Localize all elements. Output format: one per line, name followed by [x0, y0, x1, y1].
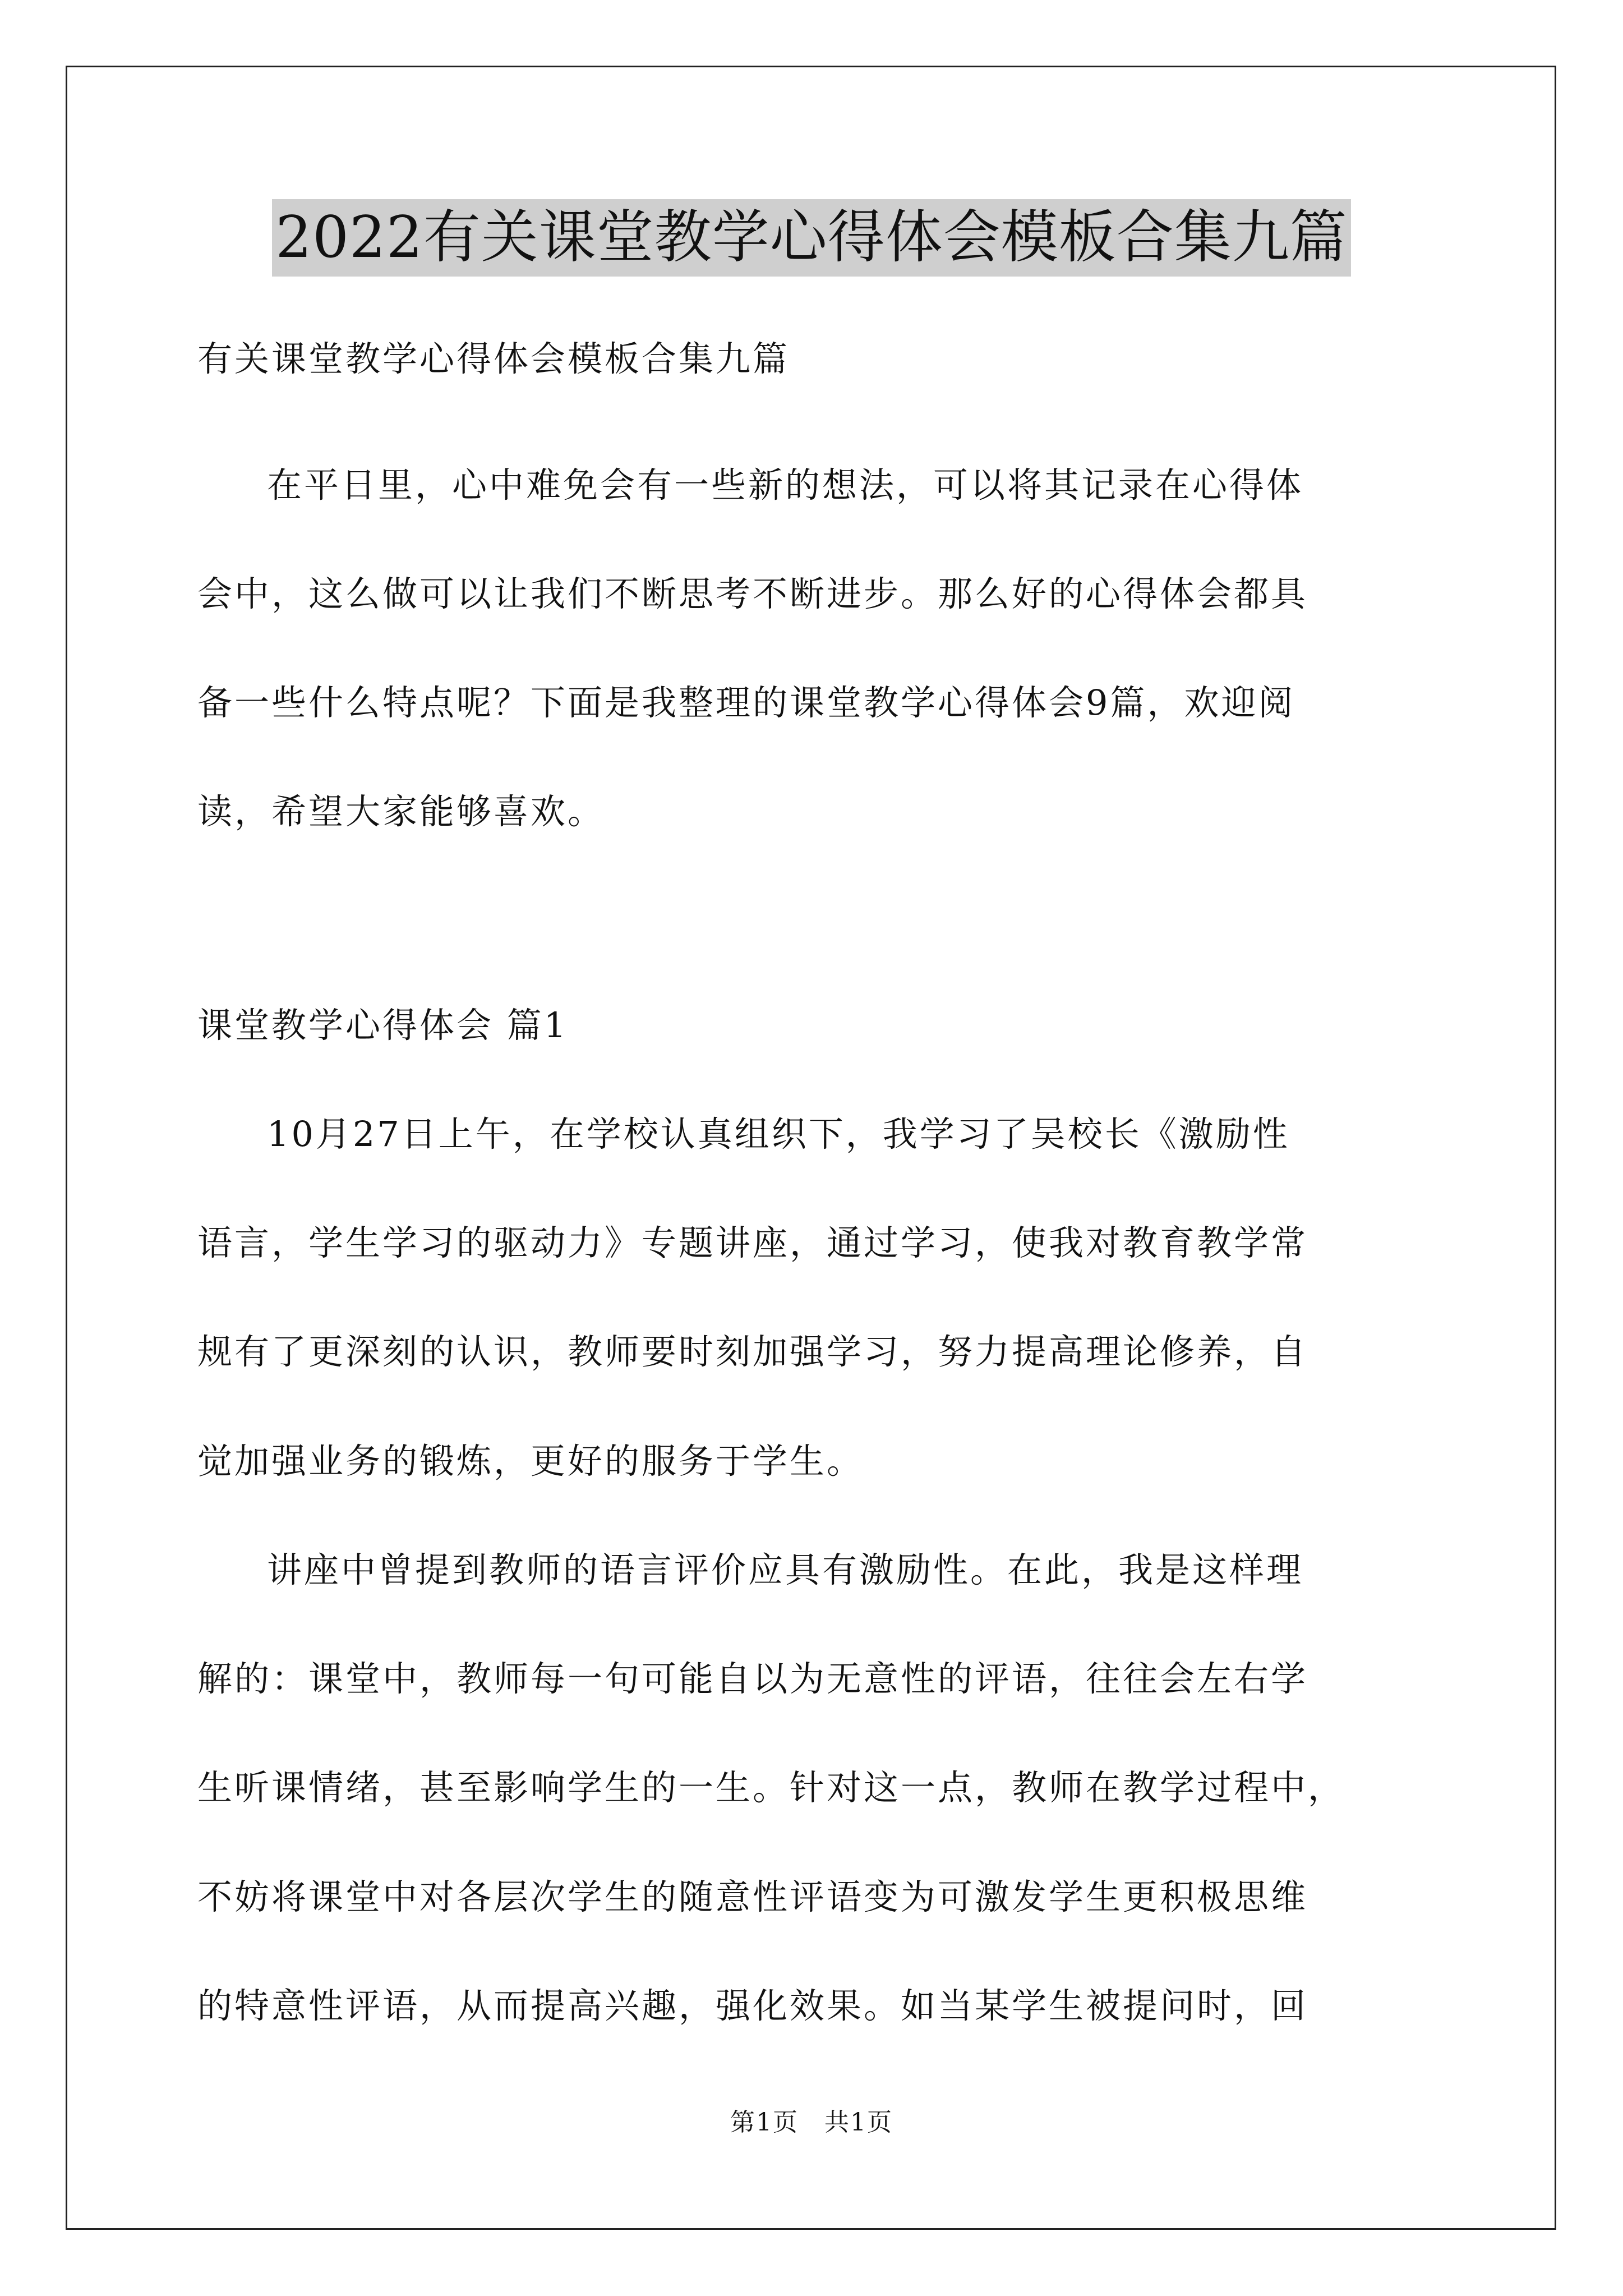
paragraph-line: 读，希望大家能够喜欢。 [197, 791, 605, 832]
paragraph-line: 语言，学生学习的驱动力》专题讲座，通过学习，使我对教育教学常 [197, 1222, 1308, 1263]
paragraph-line: 在平日里，心中难免会有一些新的想法，可以将其记录在心得体 [267, 464, 1304, 505]
paragraph-line: 生听课情绪，甚至影响学生的一生。针对这一点，教师在教学过程中， [197, 1767, 1345, 1808]
paragraph-line: 规有了更深刻的认识，教师要时刻加强学习，努力提高理论修养，自 [197, 1331, 1308, 1372]
section-heading: 课堂教学心得体会 篇1 [197, 1005, 569, 1046]
paragraph-line: 会中，这么做可以让我们不断思考不断进步。那么好的心得体会都具 [197, 573, 1308, 614]
document-subtitle: 有关课堂教学心得体会模板合集九篇 [197, 338, 790, 379]
title-container [0, 199, 1623, 277]
paragraph-line: 的特意性评语，从而提高兴趣，强化效果。如当某学生被提问时，回 [197, 1985, 1308, 2026]
paragraph-line: 觉加强业务的锻炼，更好的服务于学生。 [197, 1441, 864, 1481]
document-title: 2022有关课堂教学心得体会模板合集九篇 [272, 199, 1351, 277]
paragraph-line: 讲座中曾提到教师的语言评价应具有激励性。在此，我是这样理 [267, 1549, 1304, 1590]
page-footer: 第1页 共1页 [730, 2108, 893, 2137]
paragraph-line: 10月27日上午，在学校认真组织下，我学习了吴校长《激励性 [267, 1114, 1290, 1154]
paragraph-line: 备一些什么特点呢？下面是我整理的课堂教学心得体会9篇，欢迎阅 [197, 682, 1295, 723]
paragraph-line: 不妨将课堂中对各层次学生的随意性评语变为可激发学生更积极思维 [197, 1876, 1308, 1917]
paragraph-line: 解的：课堂中，教师每一句可能自以为无意性的评语，往往会左右学 [197, 1658, 1308, 1699]
